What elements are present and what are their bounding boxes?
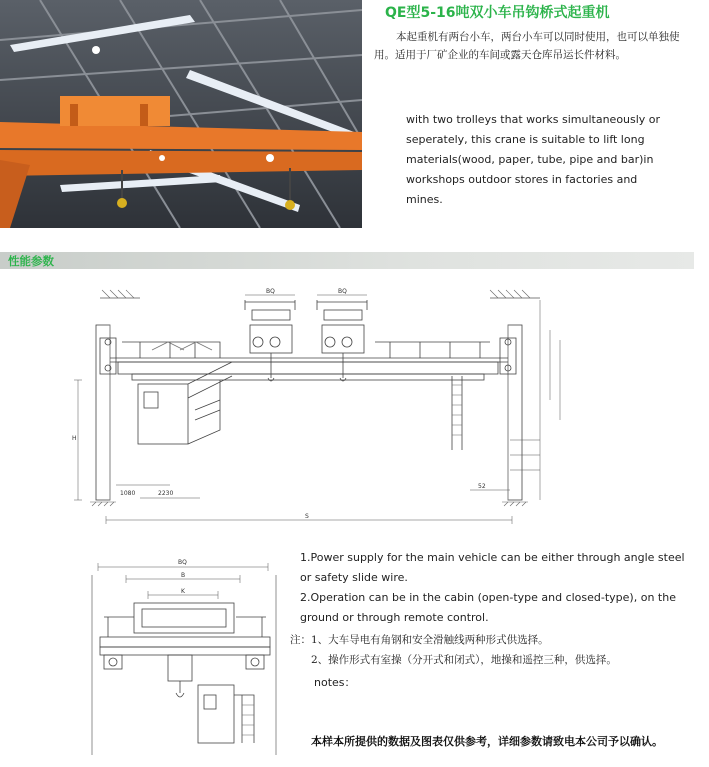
note-cn-power: 注：1、大车导电有角钢和安全滑触线两种形式供选择。	[290, 634, 549, 646]
dim-h: H	[72, 435, 77, 442]
page-title: QE型5-16吨双小车吊钩桥式起重机	[385, 5, 610, 21]
crane-photo	[0, 0, 362, 228]
disclaimer: 本样本所提供的数据及图表仅供参考，详细参数请致电本公司予以确认。	[311, 735, 663, 748]
dim-1080: 1080	[120, 490, 136, 497]
side-dim-k: K	[181, 588, 185, 595]
intro-english: with two trolleys that works simultaneously or seperately, this crane is suitable to lift long materials(wood, paper, tube, pipe and bar)in workshops outdoor stores in factories and mines.	[406, 113, 661, 206]
note-power-supply: 1.Power supply for the main vehicle can be either through angle steel or safety slide wire.	[300, 551, 685, 584]
intro-chinese: 本起重机有两台小车，两台小车可以同时使用，也可以单独使用。适用于厂矿企业的车间或露天仓库吊运长件材料。	[374, 31, 680, 61]
note-operation: 2.Operation can be in the cabin (open-type and closed-type), on the ground or through remote control.	[300, 591, 676, 624]
dim-bq-right: BQ	[338, 288, 347, 295]
side-dim-bq: BQ	[178, 559, 187, 566]
dim-52: 52	[478, 483, 486, 490]
dim-bq-left: BQ	[266, 288, 275, 295]
section-title: 性能参数	[8, 254, 54, 268]
crane-front-drawing	[70, 280, 580, 540]
crane-side-drawing	[86, 555, 286, 760]
side-dim-b: B	[181, 572, 186, 579]
dim-span: S	[305, 513, 309, 520]
note-cn-operation: 2、操作形式有室操（分开式和闭式），地操和遥控三种，供选择。	[311, 654, 617, 666]
notes-label: notes：	[314, 676, 356, 689]
dim-2230: 2230	[158, 490, 174, 497]
section-bar	[0, 252, 694, 269]
